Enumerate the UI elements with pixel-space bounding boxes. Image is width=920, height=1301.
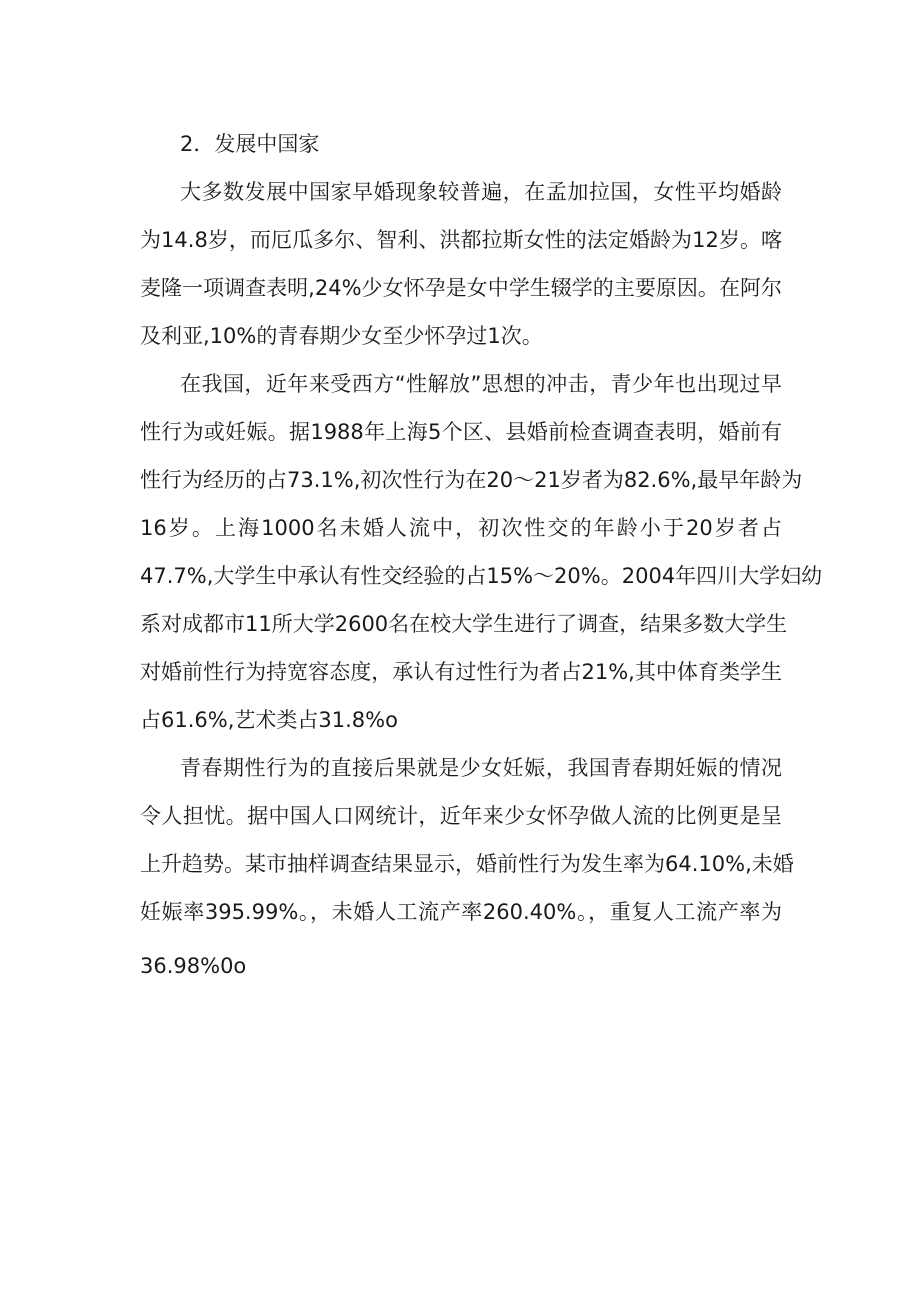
paragraph-line: 性行为经历的占73.1%,初次性行为在20～21岁者为82.6%,最早年龄为 [140, 468, 803, 492]
paragraph-line: 在我国，近年来受西方“性解放”思想的冲击，青少年也出现过早 [180, 372, 782, 396]
paragraph-line: 妊娠率395.99%。，未婚人工流产率260.40%。，重复人工流产率为 [140, 900, 782, 924]
paragraph-line: 及利亚,10%的青春期少女至少怀孕过1次。 [140, 324, 543, 348]
paragraph-line: 大多数发展中国家早婚现象较普遍，在孟加拉国，女性平均婚龄 [180, 180, 782, 204]
paragraph-line: 令人担忧。据中国人口网统计，近年来少女怀孕做人流的比例更是呈 [140, 804, 782, 828]
section-heading: 2．发展中国家 [180, 132, 320, 156]
paragraph-line: 麦隆一项调查表明,24%少女怀孕是女中学生辍学的主要原因。在阿尔 [140, 276, 782, 300]
paragraph-line: 36.98%0o [140, 954, 247, 978]
paragraph-line: 为14.8岁，而厄瓜多尔、智利、洪都拉斯女性的法定婚龄为12岁。喀 [140, 228, 782, 252]
paragraph-line: 47.7%,大学生中承认有性交经验的占15%～20%。2004年四川大学妇幼 [140, 564, 823, 588]
paragraph-line: 系对成都市11所大学2600名在校大学生进行了调查，结果多数大学生 [140, 612, 788, 636]
paragraph-line: 占61.6%,艺术类占31.8%o [140, 708, 398, 732]
paragraph-line: 对婚前性行为持宽容态度，承认有过性行为者占21%,其中体育类学生 [140, 660, 782, 684]
paragraph-line: 16岁。上海1000名未婚人流中，初次性交的年龄小于20岁者占 [140, 516, 782, 540]
paragraph-line: 上升趋势。某市抽样调查结果显示，婚前性行为发生率为64.10%,未婚 [140, 852, 794, 876]
paragraph-line: 青春期性行为的直接后果就是少女妊娠，我国青春期妊娠的情况 [180, 756, 782, 780]
paragraph-line: 性行为或妊娠。据1988年上海5个区、县婚前检查调查表明，婚前有 [140, 420, 782, 444]
